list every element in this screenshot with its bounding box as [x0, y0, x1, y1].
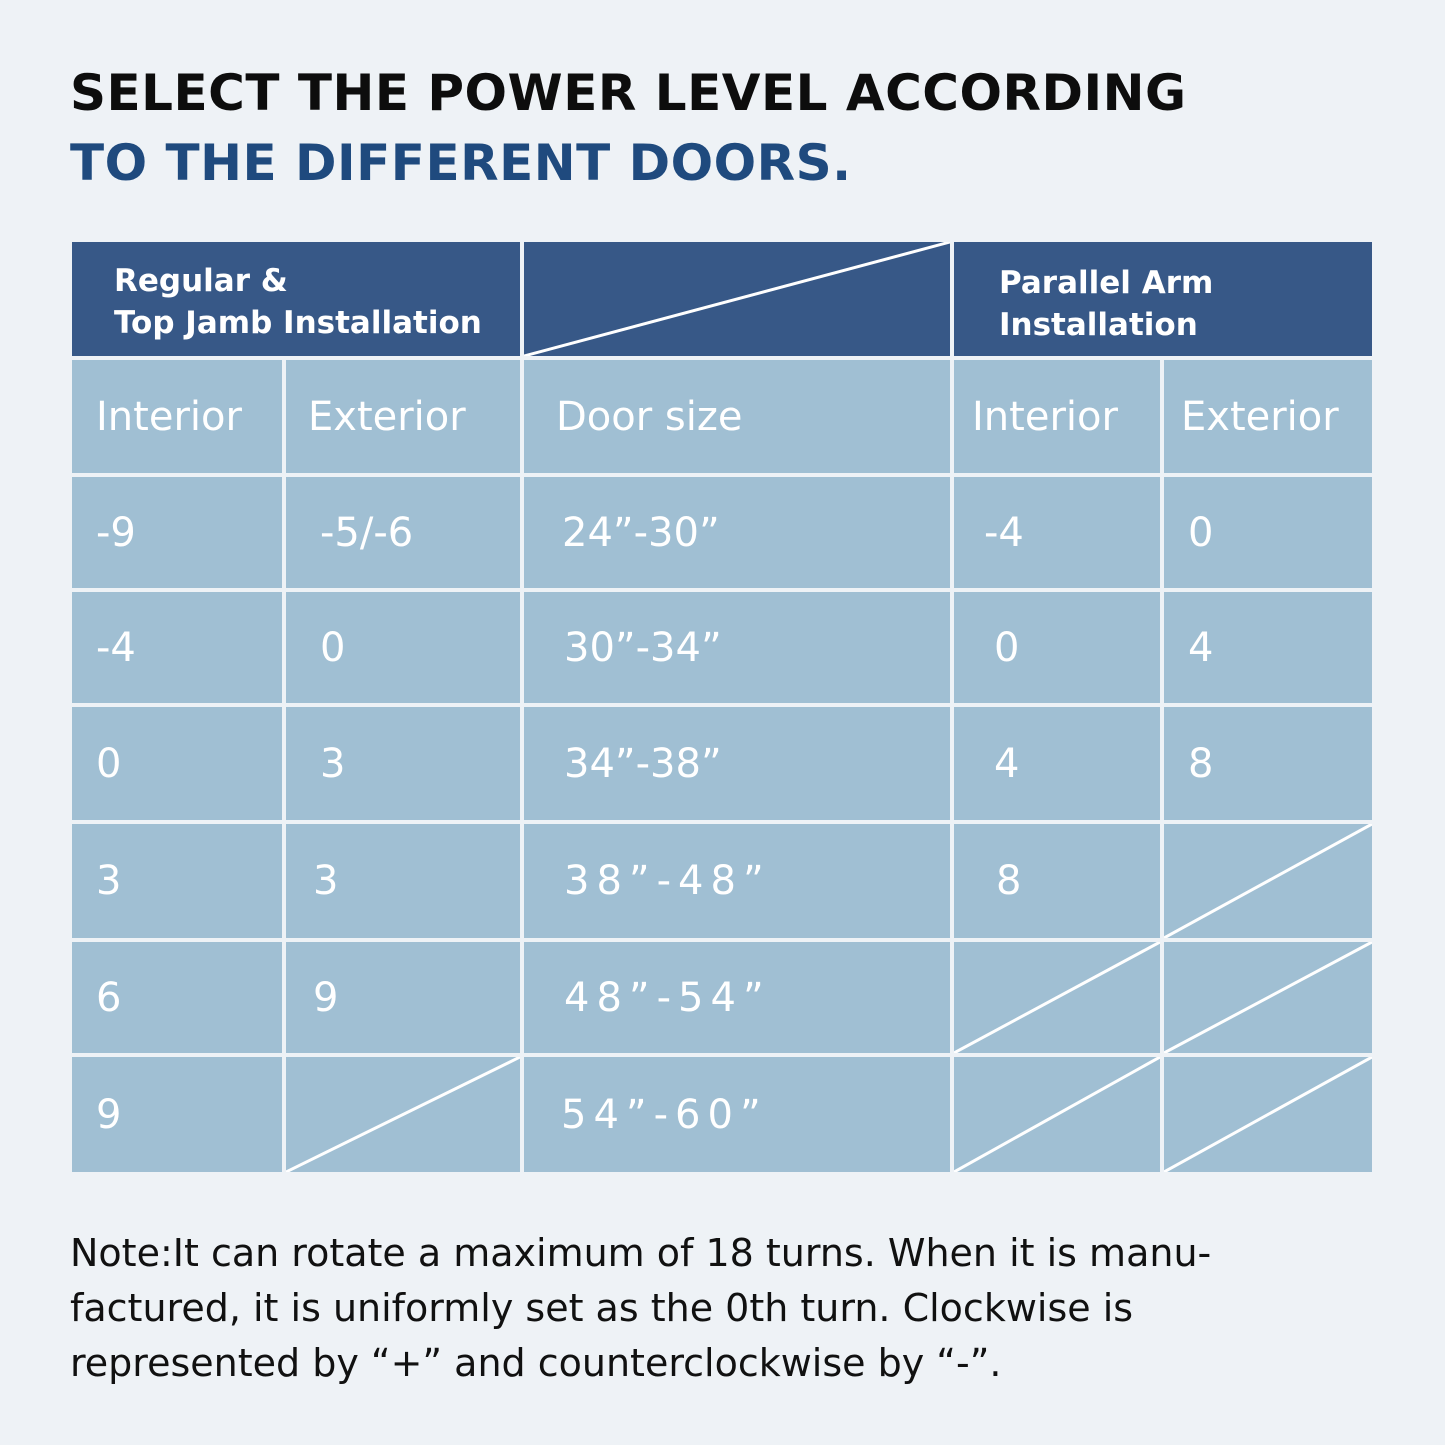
column-header-regular-interior: Interior — [72, 360, 282, 473]
row-4-door-size: 38”-48” — [524, 824, 950, 938]
row-4-regular-interior: 3 — [72, 824, 282, 938]
diagonal-slash-icon — [286, 1057, 520, 1172]
row-6-regular-interior: 9 — [72, 1057, 282, 1172]
row-6-regular-exterior-empty — [286, 1057, 520, 1172]
footnote — [70, 1226, 1390, 1391]
title-line-1: SELECT THE POWER LEVEL ACCORDING — [70, 64, 1187, 122]
row-2-regular-interior: -4 — [72, 592, 282, 703]
footnote-line-1: Note:It can rotate a maximum of 18 turns. When it is manu- — [70, 1231, 1212, 1275]
row-1-parallel-interior: -4 — [954, 477, 1160, 588]
diagonal-slash-icon — [1164, 942, 1372, 1053]
row-5-parallel-exterior-empty — [1164, 942, 1372, 1053]
header-regular-line-2: Top Jamb Installation — [114, 305, 482, 341]
column-header-parallel-interior: Interior — [954, 360, 1160, 473]
row-5-regular-exterior: 9 — [286, 942, 520, 1053]
row-2-parallel-interior: 0 — [954, 592, 1160, 703]
row-5-parallel-interior-empty — [954, 942, 1160, 1053]
footnote-line-3: represented by “+” and counterclockwise by “-”. — [70, 1341, 1002, 1385]
page-title — [70, 58, 1187, 198]
row-2-parallel-exterior: 4 — [1164, 592, 1372, 703]
column-header-parallel-exterior: Exterior — [1164, 360, 1372, 473]
row-6-parallel-exterior-empty — [1164, 1057, 1372, 1172]
diagonal-slash-icon — [1164, 824, 1372, 938]
row-4-parallel-exterior-empty — [1164, 824, 1372, 938]
row-3-regular-exterior: 3 — [286, 707, 520, 820]
row-5-regular-interior: 6 — [72, 942, 282, 1053]
row-1-door-size: 24”-30” — [524, 477, 950, 588]
row-3-door-size: 34”-38” — [524, 707, 950, 820]
diagonal-slash-icon — [524, 242, 950, 356]
row-2-regular-exterior: 0 — [286, 592, 520, 703]
diagonal-slash-icon — [954, 942, 1160, 1053]
header-empty-diagonal — [524, 242, 950, 356]
header-parallel-line-2: Installation — [999, 307, 1198, 343]
power-level-table — [72, 242, 1372, 1172]
header-parallel-line-1: Parallel Arm — [999, 265, 1214, 301]
header-regular-line-1: Regular & — [114, 263, 288, 299]
row-4-regular-exterior: 3 — [286, 824, 520, 938]
row-1-regular-interior: -9 — [72, 477, 282, 588]
row-3-parallel-exterior: 8 — [1164, 707, 1372, 820]
footnote-line-2: factured, it is uniformly set as the 0th turn. Clockwise is — [70, 1286, 1134, 1330]
row-6-door-size: 54”-60” — [524, 1057, 950, 1172]
row-1-regular-exterior: -5/-6 — [286, 477, 520, 588]
header-parallel-arm — [954, 242, 1372, 356]
row-2-door-size: 30”-34” — [524, 592, 950, 703]
diagonal-slash-icon — [954, 1057, 1160, 1172]
row-3-parallel-interior: 4 — [954, 707, 1160, 820]
diagonal-slash-icon — [1164, 1057, 1372, 1172]
column-header-door-size: Door size — [524, 360, 950, 473]
row-3-regular-interior: 0 — [72, 707, 282, 820]
row-1-parallel-exterior: 0 — [1164, 477, 1372, 588]
row-6-parallel-interior-empty — [954, 1057, 1160, 1172]
header-regular-top-jamb — [72, 242, 520, 356]
row-4-parallel-interior: 8 — [954, 824, 1160, 938]
row-5-door-size: 48”-54” — [524, 942, 950, 1053]
title-line-2: TO THE DIFFERENT DOORS. — [70, 134, 852, 192]
column-header-regular-exterior: Exterior — [286, 360, 520, 473]
